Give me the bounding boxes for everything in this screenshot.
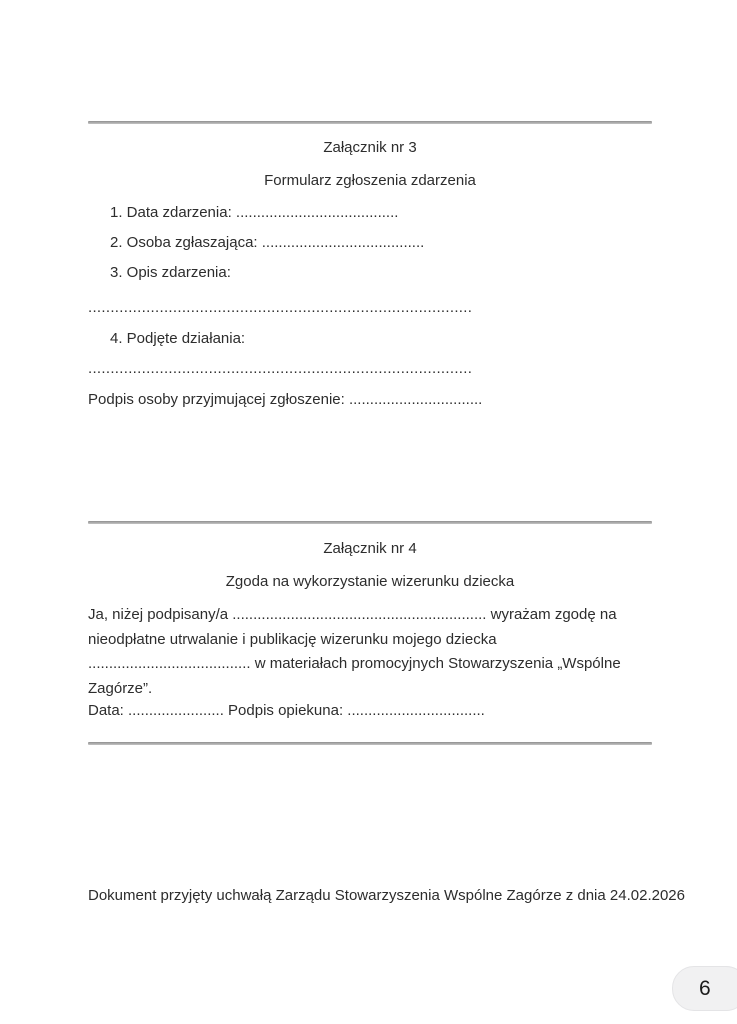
form-field-description-blank: ...................................................................................... [88, 299, 473, 316]
form-field-date: 1. Data zdarzenia: ....................................... [110, 204, 399, 221]
attachment-3-subtitle: Formularz zgłoszenia zdarzenia [264, 172, 476, 189]
form-field-reporter: 2. Osoba zgłaszająca: ....................................... [110, 234, 425, 251]
consent-line-4: Zagórze”. [88, 679, 153, 697]
section-divider-middle [88, 521, 652, 524]
attachment-4-subtitle: Zgoda na wykorzystanie wizerunku dziecka [225, 573, 515, 590]
form-signature-line: Podpis osoby przyjmującej zgłoszenie: ................................ [88, 391, 483, 408]
consent-line-2: nieodpłatne utrwalanie i publikację wizerunku mojego dziecka [88, 630, 497, 648]
form-field-actions-blank: ...................................................................................... [88, 360, 473, 377]
page-number: 6 [699, 976, 711, 1000]
adoption-note: Dokument przyjęty uchwałą Zarządu Stowarzyszenia Wspólne Zagórze z dnia 24.02.2026 [88, 887, 685, 904]
form-field-description-label: 3. Opis zdarzenia: [110, 264, 231, 281]
attachment-4-title: Załącznik nr 4 [323, 540, 417, 557]
attachment-3-title: Załącznik nr 3 [323, 139, 417, 156]
page-number-badge [672, 966, 737, 1011]
date-signature-line: Data: ....................... Podpis opiekuna: ................................. [88, 702, 485, 719]
section-divider-bottom [88, 742, 652, 745]
form-field-actions-label: 4. Podjęte działania: [110, 330, 246, 347]
consent-paragraph [88, 603, 652, 701]
section-divider-top [88, 121, 652, 124]
consent-line-3: ....................................... w materiałach promocyjnych Stowarzyszenia „Wspólne [88, 655, 621, 672]
consent-line-1: Ja, niżej podpisany/a ............................................................. wyrażam zgodę na [88, 606, 617, 623]
